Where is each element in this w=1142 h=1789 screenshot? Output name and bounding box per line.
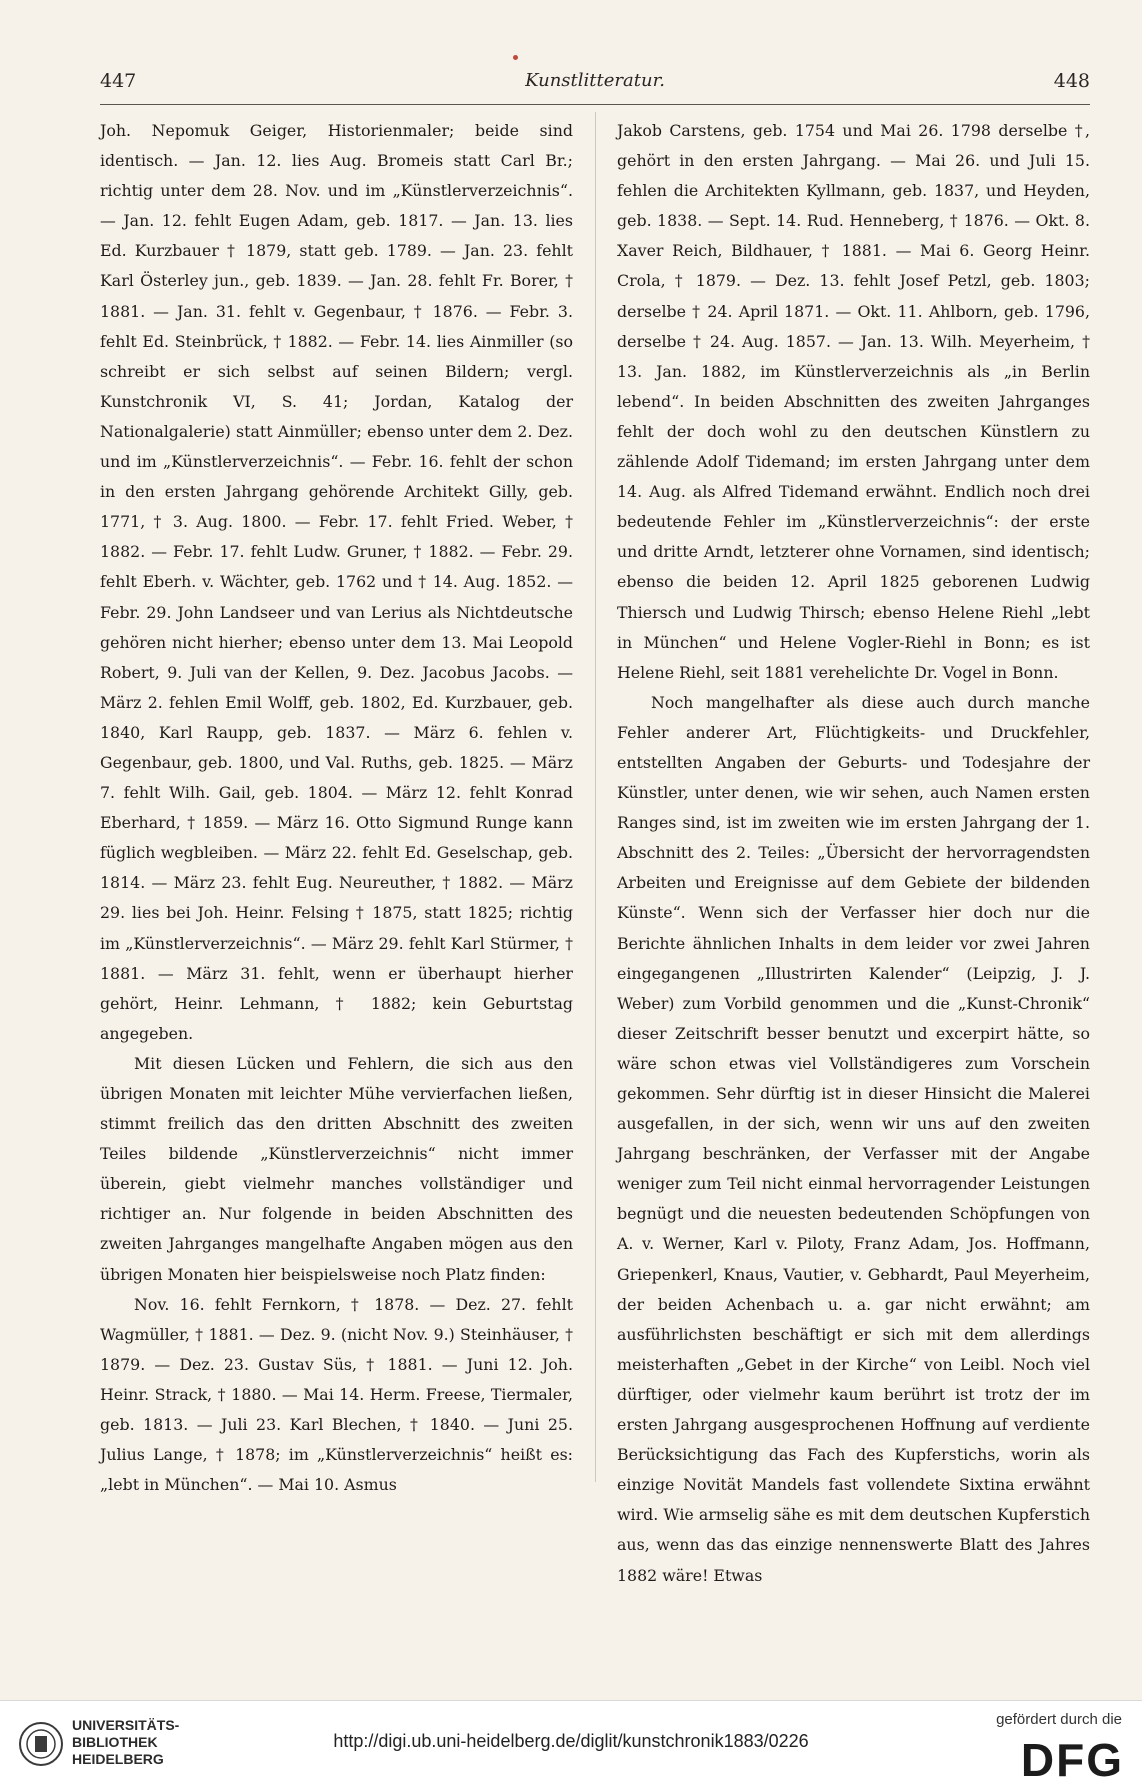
permalink-url[interactable]: http://digi.ub.uni-heidelberg.de/diglit/kunstchronik1883/0226: [333, 1731, 809, 1751]
paragraph: Joh. Nepomuk Geiger, Historienmaler; beide sind identisch. — Jan. 12. lies Aug. Bromeis statt Carl Br.; richtig unter dem 28. Nov. und im „Künstlerverzeichnis“. — Jan. 12. fehlt Eugen Adam, geb. 1817. — Jan. 13. lies Ed. Kurzbauer † 1879, statt geb. 1789. — Jan. 23. fehlt Karl Österley jun., geb. 1839. — Jan. 28. fehlt Fr. Borer, † 1881. — Jan. 31. fehlt v. Gegenbaur, † 1876. — Febr. 3. fehlt Ed. Steinbrück, † 1882. — Febr. 14. lies Ainmiller (so schreibt er sich selbst auf seinen Bildern; vergl. Kunstchronik VI, S. 41; Jordan, Katalog der Nationalgalerie) statt Ainmüller; ebenso unter dem 2. Dez. und im „Künstlerverzeichnis“. — Febr. 16. fehlt der schon in den ersten Jahrgang gehörende Architekt Gilly, geb. 1771, † 3. Aug. 1800. — Febr. 17. fehlt Fried. Weber, † 1882. — Febr. 17. fehlt Ludw. Gruner, † 1882. — Febr. 29. fehlt Eberh. v. Wächter, geb. 1762 und † 14. Aug. 1852. — Febr. 29. John Landseer und van Lerius als Nichtdeutsche gehören nicht hierher; ebenso unter dem 13. Mai Leopold Robert, 9. Juli van der Kellen, 9. Dez. Jacobus Jacobs. — März 2. fehlen Emil Wolff, geb. 1802, Ed. Kurzbauer, geb. 1840, Karl Raupp, geb. 1837. — März 6. fehlen v. Gegenbaur, geb. 1800, und Val. Ruths, geb. 1825. — März 7. fehlt Wilh. Gail, geb. 1804. — März 12. fehlt Konrad Eberhard, † 1859. — März 16. Otto Sigmund Runge kann füglich wegbleiben. — März 22. fehlt Ed. Geselschap, geb. 1814. — März 23. fehlt Eug. Neureuther, † 1882. — März 29. lies bei Joh. Heinr. Felsing † 1875, statt 1825; richtig im „Künstlerverzeichnis“. — März 29. fehlt Karl Stürmer, † 1881. — März 31. fehlt, wenn er überhaupt hierher gehört, Heinr. Lehmann, † 1882; kein Geburtstag angegeben.: [100, 121, 573, 1043]
viewer-footer: [0, 1700, 1142, 1789]
paragraph: Jakob Carstens, geb. 1754 und Mai 26. 1798 derselbe †, gehört in den ersten Jahrgang. — Mai 26. und Juli 15. fehlen die Architekten Kyllmann, geb. 1837, und Heyden, geb. 1838. — Sept. 14. Rud. Henneberg, † 1876. — Okt. 8. Xaver Reich, Bildhauer, † 1881. — Mai 6. Georg Heinr. Crola, † 1879. — Dez. 13. fehlt Josef Petzl, geb. 1803; derselbe † 24. April 1871. — Okt. 11. Ahlborn, geb. 1796, derselbe † 24. Aug. 1857. — Jan. 13. Wilh. Meyerheim, † 13. Jan. 1882, im Künstlerverzeichnis als „in Berlin lebend“. In beiden Abschnitten des zweiten Jahrganges fehlt der doch wohl zu den deutschen Künstlern zu zählende Adolf Tidemand; im ersten Jahrgang unter dem 14. Aug. als Alfred Tidemand erwähnt. Endlich noch drei bedeutende Fehler im „Künstlerverzeichnis“: der erste und dritte Arndt, letzterer ohne Vornamen, sind identisch; ebenso die beiden 12. April 1825 geborenen Ludwig Thiersch und Ludwig Thirsch; ebenso Helene Riehl „lebt in München“ und Helene Vogler-Riehl in Bonn; es ist Helene Riehl, seit 1881 verehelichte Dr. Vogel in Bonn.: [617, 121, 1090, 682]
left-column: [100, 116, 573, 1495]
running-title: Kunstlitteratur.: [525, 70, 665, 91]
page-number-left: 447: [100, 70, 137, 92]
page-number-right: 448: [1053, 70, 1090, 92]
university-name-text: UNIVERSITÄTS- BIBLIOTHEK HEIDELBERG: [72, 1717, 180, 1767]
right-column: [617, 116, 1090, 1585]
paragraph: Nov. 16. fehlt Fernkorn, † 1878. — Dez. 27. fehlt Wagmüller, † 1881. — Dez. 9. (nicht Nov. 9.) Steinhäuser, † 1879. — Dez. 23. Gustav Süs, † 1881. — Juni 12. Joh. Heinr. Strack, † 1880. — Mai 14. Herm. Freese, Tiermaler, geb. 1813. — Juli 23. Karl Blechen, † 1840. — Juni 25. Julius Lange, † 1878; im „Künstlerverzeichnis“ heißt es: „lebt in München“. — Mai 10. Asmus: [100, 1294, 573, 1495]
dfg-logo[interactable]: DFG: [1020, 1734, 1124, 1786]
funded-by-label: gefördert durch die: [996, 1711, 1122, 1728]
header-rule: [100, 104, 1090, 105]
page-header: [100, 70, 1090, 104]
paragraph: Mit diesen Lücken und Fehlern, die sich aus den übrigen Monaten mit leichter Mühe vervierfachen ließen, stimmt freilich das den dritten Abschnitt des zweiten Teiles bildende „Künstlerverzeichnis“ nicht immer überein, giebt vielmehr manches vollständiger und richtiger an. Nur folgende in beiden Abschnitten des zweiten Jahrganges mangelhafte Angaben mögen aus den übrigen Monaten hier beispielsweise noch Platz finden:: [100, 1053, 573, 1284]
column-separator: [595, 112, 596, 1482]
marker-dot: [513, 55, 518, 60]
paragraph: Noch mangelhafter als diese auch durch manche Fehler anderer Art, Flüchtigkeits- und Druckfehler, entstellten Angaben der Geburts- und Todesjahre der Künstler, unter denen, wie wir sehen, auch Namen ersten Ranges sind, ist im zweiten wie im ersten Jahrgang der 1. Abschnitt des 2. Teiles: „Übersicht der hervorragendsten Arbeiten und Ereignisse auf dem Gebiete der bildenden Künste“. Wenn sich der Verfasser hier doch nur die Berichte ähnlichen Inhalts in dem leider vor zwei Jahren eingegangenen „Illustrirten Kalender“ (Leipzig, J. J. Weber) zum Vorbild genommen und die „Kunst-Chronik“ dieser Zeitschrift besser benutzt und excerpirt hätte, so wäre schon etwas viel Vollständigeres zum Vorschein gekommen. Sehr dürftig ist in dieser Hinsicht die Malerei ausgefallen, in der sich, wenn wir uns auf den zweiten Jahrgang beschränken, der Verfasser mit der Angabe weniger zum Teil nicht einmal hervorragender Leistungen begnügt und die neuesten bedeutenden Schöpfungen von A. v. Werner, Karl v. Piloty, Franz Adam, Jos. Hoffmann, Griepenkerl, Knaus, Vautier, v. Gebhardt, Paul Meyerheim, der beiden Achenbach u. a. gar nicht erwähnt; am ausführlichsten beschäftigt er sich mit dem allerdings meisterhaften „Gebet in der Kirche“ von Leibl. Noch viel dürftiger, oder vielmehr kaum berührt ist trotz der im ersten Jahrgang ausgesprochenen Hoffnung auf verdiente Berücksichtigung das Fach des Kupferstichs, worin als einzige Novität Mandels fast vollendete Sixtina erwähnt wird. Wie armselig sähe es mit dem deutschen Kupferstich aus, wenn das das einzige nennenswerte Blatt des Jahres 1882 wäre! Etwas: [617, 692, 1090, 1585]
